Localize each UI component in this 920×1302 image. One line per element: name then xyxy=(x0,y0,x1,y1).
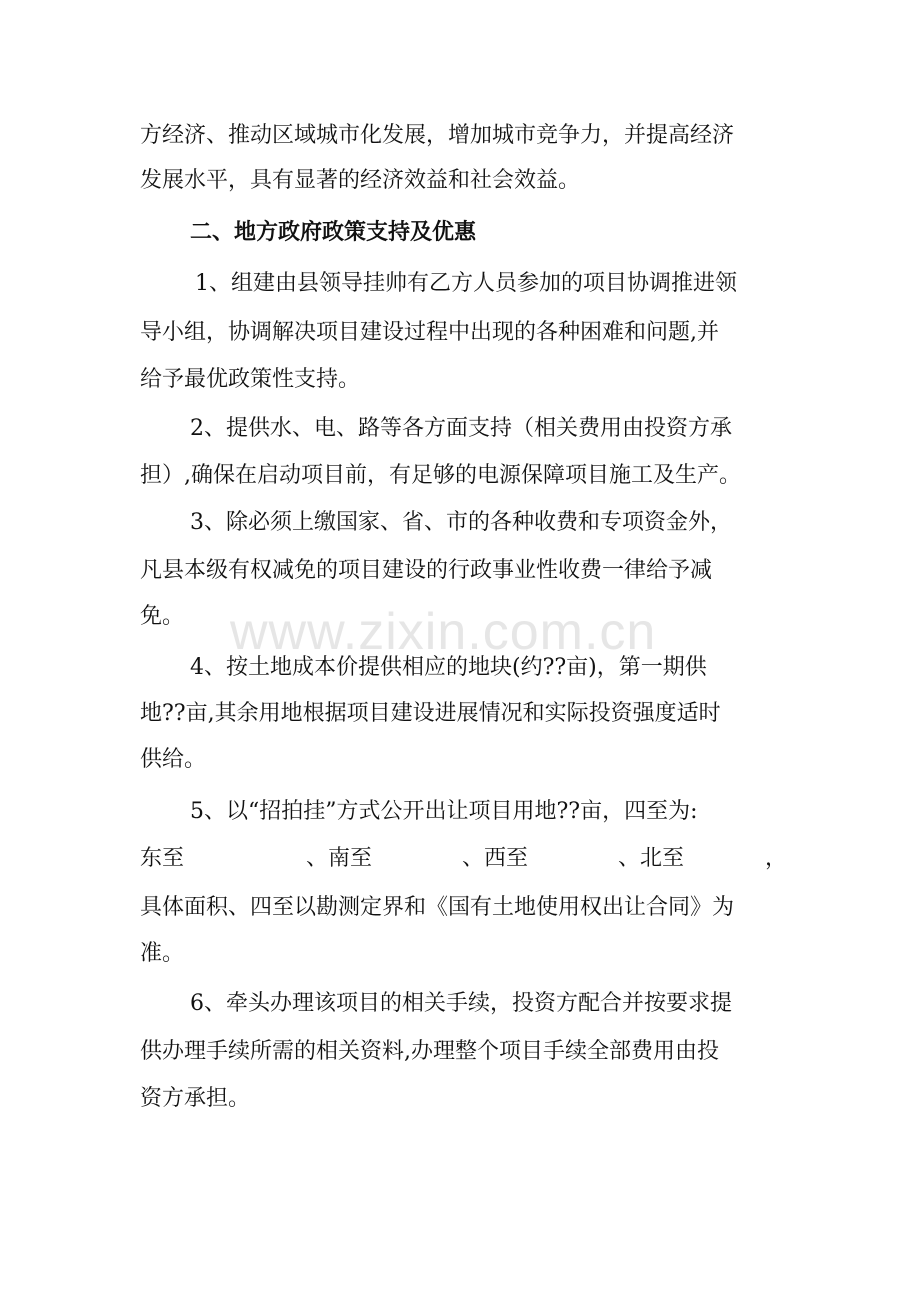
section-heading: 二、地方政府政策支持及优惠 xyxy=(190,219,477,245)
item-1-line-2: 导小组，协调解决项目建设过程中出现的各种困难和问题,并 xyxy=(140,320,719,345)
item-6-line-1: 6、牵头办理该项目的相关手续，投资方配合并按要求提 xyxy=(190,991,732,1016)
intro-line-1: 方经济、推动区域城市化发展，增加城市竞争力，并提高经济 xyxy=(140,123,735,148)
item-6-line-3: 资方承担。 xyxy=(140,1086,251,1111)
item-4-line-1: 4、按土地成本价提供相应的地块(约??亩)，第一期供 xyxy=(190,655,707,680)
item-5-tail-line-1: 具体面积、四至以勘测定界和《国有土地使用权出让合同》为 xyxy=(140,895,735,920)
paragraph-line xyxy=(140,166,780,196)
item-4-line-2: 地??亩,其余用地根据项目建设进展情况和实际投资强度适时 xyxy=(140,701,721,726)
paragraph-line xyxy=(140,121,780,151)
item-5-boundaries xyxy=(140,844,788,874)
item-5-tail-line-2: 准。 xyxy=(140,941,185,966)
item-2-line-2: 担）,确保在启动项目前，有足够的电源保障项目施工及生产。 xyxy=(140,463,741,488)
watermark: www.zixin.com.cn xyxy=(230,603,657,661)
boundary-north: 、北至 xyxy=(618,846,685,871)
boundary-east: 东至 xyxy=(140,846,185,871)
item-3-line-1: 3、除必须上缴国家、省、市的各种收费和专项资金外， xyxy=(190,510,732,535)
item-3-line-2: 凡县本级有权减免的项目建设的行政事业性收费一律给予减 xyxy=(140,558,713,583)
item-2-line-1: 2、提供水、电、路等各方面支持（相关费用由投资方承 xyxy=(190,416,732,441)
item-4-line-3: 供给。 xyxy=(140,747,207,772)
item-1-line-3: 给予最优政策性支持。 xyxy=(140,367,361,392)
boundary-south: 、南至 xyxy=(306,846,373,871)
item-6-line-2: 供办理手续所需的相关资料,办理整个项目手续全部费用由投 xyxy=(140,1039,719,1064)
item-5-line-1: 5、以“招拍挂”方式公开出让项目用地??亩，四至为: xyxy=(190,799,698,824)
boundary-west: 、西至 xyxy=(462,846,529,871)
intro-line-2: 发展水平，具有显著的经济效益和社会效益。 xyxy=(140,168,581,193)
item-3-line-3: 免。 xyxy=(140,604,185,629)
item-1-line-1: 1、组建由县领导挂帅有乙方人员参加的项目协调推进领 xyxy=(195,271,737,296)
boundary-end: ， xyxy=(765,846,788,871)
